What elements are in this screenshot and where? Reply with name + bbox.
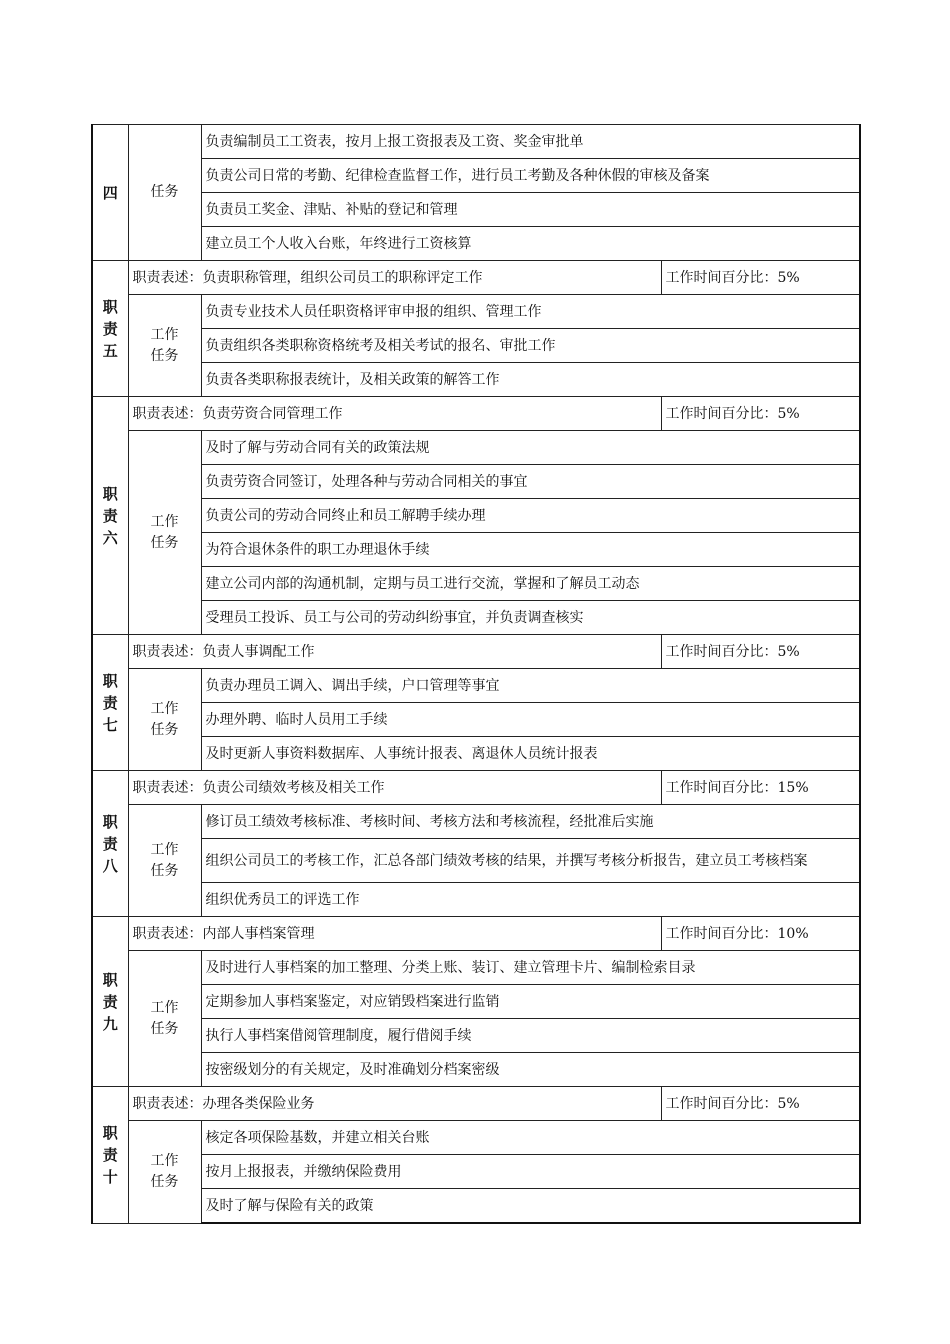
- time-percentage-value: 5%: [777, 269, 800, 286]
- duty-description: [128, 917, 661, 951]
- time-percentage: [661, 261, 860, 295]
- time-percentage-value: 10%: [777, 925, 809, 942]
- table-row: [92, 261, 860, 295]
- duty-description: [128, 635, 661, 669]
- task-label: [128, 125, 201, 261]
- table-row: [92, 1155, 860, 1189]
- time-percentage: [661, 1087, 860, 1121]
- task-item: 按月上报报表，并缴纳保险费用: [201, 1155, 860, 1189]
- section-label-9-line: 责: [102, 992, 118, 1011]
- section-label-6-line: 六: [102, 528, 118, 547]
- task-label-line: 工作: [150, 513, 179, 530]
- task-item: 执行人事档案借阅管理制度，履行借阅手续: [201, 1019, 860, 1053]
- section-label-7-line: 职: [102, 671, 118, 690]
- time-percentage: [661, 771, 860, 805]
- table-row: [92, 1087, 860, 1121]
- task-item: 核定各项保险基数，并建立相关台账: [201, 1121, 860, 1155]
- task-item: 按密级划分的有关规定，及时准确划分档案密级: [201, 1053, 860, 1087]
- duty-description: [128, 397, 661, 431]
- table-row: [92, 465, 860, 499]
- section-label-5-line: 五: [102, 341, 118, 360]
- table-row: [92, 669, 860, 703]
- table-row: [92, 397, 860, 431]
- table-row: [92, 295, 860, 329]
- task-item: 负责组织各类职称资格统考及相关考试的报名、审批工作: [201, 329, 860, 363]
- table-row: [92, 533, 860, 567]
- task-item: 组织公司员工的考核工作，汇总各部门绩效考核的结果，并撰写考核分析报告，建立员工考核档案: [201, 839, 860, 883]
- table-row: [92, 329, 860, 363]
- table-row: [92, 883, 860, 917]
- task-item: 及时更新人事资料数据库、人事统计报表、离退休人员统计报表: [201, 737, 860, 771]
- task-item: 负责办理员工调入、调出手续，户口管理等事宜: [201, 669, 860, 703]
- time-percentage-label: 工作时间百分比：: [665, 925, 778, 942]
- table-row: [92, 601, 860, 635]
- task-item: 为符合退休条件的职工办理退休手续: [201, 533, 860, 567]
- time-percentage-label: 工作时间百分比：: [665, 1095, 778, 1112]
- duty-description-label: 职责表述：: [132, 1095, 203, 1112]
- task-item: 定期参加人事档案鉴定，对应销毁档案进行监销: [201, 985, 860, 1019]
- task-label: [128, 431, 201, 635]
- task-label: [128, 951, 201, 1087]
- task-label-line: 任务: [150, 1020, 179, 1037]
- time-percentage-label: 工作时间百分比：: [665, 269, 778, 286]
- duty-description: [128, 261, 661, 295]
- task-item: 办理外聘、临时人员用工手续: [201, 703, 860, 737]
- task-item: 修订员工绩效考核标准、考核时间、考核方法和考核流程，经批准后实施: [201, 805, 860, 839]
- table-row: [92, 125, 860, 159]
- task-item: 及时进行人事档案的加工整理、分类上账、装订、建立管理卡片、编制检索目录: [201, 951, 860, 985]
- table-row: [92, 1189, 860, 1224]
- section-label-9: [92, 917, 128, 1087]
- task-item: 负责公司的劳动合同终止和员工解聘手续办理: [201, 499, 860, 533]
- time-percentage-value: 5%: [777, 405, 800, 422]
- table-row: [92, 1121, 860, 1155]
- task-label-line: 工作: [150, 999, 179, 1016]
- time-percentage-label: 工作时间百分比：: [665, 643, 778, 660]
- task-item: 组织优秀员工的评选工作: [201, 883, 860, 917]
- table-row: [92, 159, 860, 193]
- duty-table: [91, 124, 861, 1224]
- section-label-4: [92, 125, 128, 261]
- task-label-line: 任务: [150, 862, 179, 879]
- time-percentage-value: 15%: [777, 779, 809, 796]
- task-item: 负责各类职称报表统计，及相关政策的解答工作: [201, 363, 860, 397]
- section-label-5: [92, 261, 128, 397]
- time-percentage-value: 5%: [777, 1095, 800, 1112]
- duty-description-text: 负责公司绩效考核及相关工作: [202, 779, 385, 796]
- duty-description: [128, 771, 661, 805]
- task-label: [128, 1121, 201, 1224]
- task-label-line: 任务: [150, 534, 179, 551]
- task-item: 负责劳资合同签订，处理各种与劳动合同相关的事宜: [201, 465, 860, 499]
- duty-description: [128, 1087, 661, 1121]
- section-label-4-line: 四: [102, 183, 118, 202]
- task-label: [128, 295, 201, 397]
- task-label-line: 任务: [150, 347, 179, 364]
- table-row: [92, 737, 860, 771]
- table-row: [92, 1053, 860, 1087]
- duty-description-label: 职责表述：: [132, 405, 203, 422]
- section-label-5-line: 责: [102, 319, 118, 338]
- table-row: [92, 363, 860, 397]
- section-label-8-line: 责: [102, 834, 118, 853]
- table-row: [92, 951, 860, 985]
- duty-description-label: 职责表述：: [132, 643, 203, 660]
- task-label-line: 工作: [150, 326, 179, 343]
- time-percentage-value: 5%: [777, 643, 800, 660]
- task-item: 建立公司内部的沟通机制，定期与员工进行交流，掌握和了解员工动态: [201, 567, 860, 601]
- time-percentage: [661, 397, 860, 431]
- table-row: [92, 985, 860, 1019]
- duty-description-label: 职责表述：: [132, 925, 203, 942]
- task-item: 负责专业技术人员任职资格评审申报的组织、管理工作: [201, 295, 860, 329]
- task-item: 建立员工个人收入台账，年终进行工资核算: [201, 227, 860, 261]
- duty-description-label: 职责表述：: [132, 779, 203, 796]
- time-percentage-label: 工作时间百分比：: [665, 779, 778, 796]
- task-label: [128, 669, 201, 771]
- section-label-8-line: 职: [102, 812, 118, 831]
- section-label-7-line: 七: [102, 715, 118, 734]
- table-row: [92, 1019, 860, 1053]
- table-row: [92, 771, 860, 805]
- section-label-5-line: 职: [102, 297, 118, 316]
- section-label-6-line: 责: [102, 506, 118, 525]
- section-label-10-line: 责: [102, 1145, 118, 1164]
- section-label-10-line: 职: [102, 1123, 118, 1142]
- section-label-10-line: 十: [102, 1167, 118, 1186]
- task-item: 及时了解与保险有关的政策: [201, 1189, 860, 1224]
- task-label-line: 工作: [150, 1152, 179, 1169]
- table-row: [92, 431, 860, 465]
- task-item: 及时了解与劳动合同有关的政策法规: [201, 431, 860, 465]
- duty-description-text: 内部人事档案管理: [202, 925, 315, 942]
- duty-description-text: 负责职称管理，组织公司员工的职称评定工作: [202, 269, 483, 286]
- section-label-6-line: 职: [102, 484, 118, 503]
- section-label-7: [92, 635, 128, 771]
- section-label-8-line: 八: [102, 856, 118, 875]
- section-label-9-line: 职: [102, 970, 118, 989]
- time-percentage: [661, 635, 860, 669]
- duty-description-text: 负责人事调配工作: [202, 643, 315, 660]
- section-label-8: [92, 771, 128, 917]
- table-row: [92, 805, 860, 839]
- duty-description-text: 负责劳资合同管理工作: [202, 405, 343, 422]
- task-label-line: 任务: [150, 1173, 179, 1190]
- time-percentage: [661, 917, 860, 951]
- section-label-6: [92, 397, 128, 635]
- task-item: 负责员工奖金、津贴、补贴的登记和管理: [201, 193, 860, 227]
- duty-description-label: 职责表述：: [132, 269, 203, 286]
- table-row: [92, 567, 860, 601]
- table-row: [92, 839, 860, 883]
- section-label-9-line: 九: [102, 1014, 118, 1033]
- table-row: [92, 193, 860, 227]
- task-item: 负责公司日常的考勤、纪律检查监督工作，进行员工考勤及各种休假的审核及备案: [201, 159, 860, 193]
- time-percentage-label: 工作时间百分比：: [665, 405, 778, 422]
- section-label-10: [92, 1087, 128, 1224]
- table-row: [92, 917, 860, 951]
- section-label-7-line: 责: [102, 693, 118, 712]
- task-label-line: 工作: [150, 841, 179, 858]
- task-label-line: 工作: [150, 700, 179, 717]
- duty-table-body: [92, 125, 860, 1224]
- duty-description-text: 办理各类保险业务: [202, 1095, 315, 1112]
- task-item: 负责编制员工工资表，按月上报工资报表及工资、奖金审批单: [201, 125, 860, 159]
- table-row: [92, 499, 860, 533]
- table-row: [92, 227, 860, 261]
- task-item: 受理员工投诉、员工与公司的劳动纠纷事宜，并负责调查核实: [201, 601, 860, 635]
- table-row: [92, 703, 860, 737]
- task-label-line: 任务: [150, 721, 179, 738]
- table-row: [92, 635, 860, 669]
- task-label: [128, 805, 201, 917]
- task-label-line: 任务: [150, 184, 179, 200]
- duty-table-container: [91, 124, 859, 1224]
